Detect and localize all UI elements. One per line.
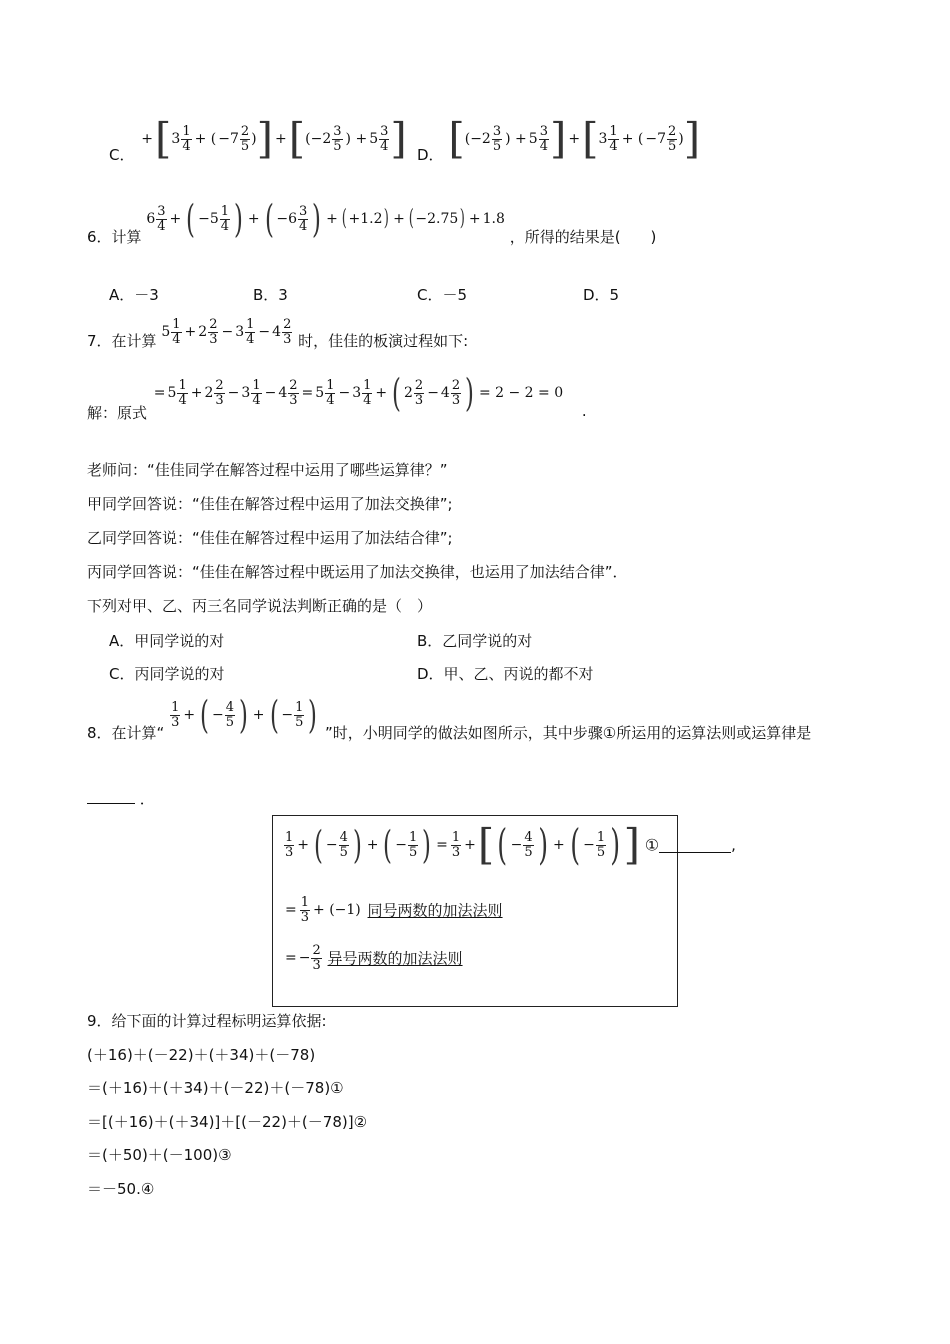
question-6 [87,197,657,247]
q7-prefix: 7．在计算 [87,332,157,350]
q8-suffix: ”时，小明同学的做法如图所示，其中步骤①所运用的运算法则或运算律是 [324,724,812,742]
q7-solution-end: . [581,402,587,420]
q8-step-3: = − $\frac{2}{3}$ 异号两数的加法法则 [285,943,463,973]
q8-step2-note: 同号两数的加法法则 [367,901,503,920]
question-7-stem [87,318,468,351]
q6-expression: 6 3 4 + ( −5 1 4 ) + ( −6 3 4 ) + ( +1.2 ) + ( −2.75 ) + 1.8 [146,197,505,241]
q5-option-c[interactable] [109,114,407,165]
q7-solution-expression: = 5 1 4 + 2 2 3 − 3 1 4 − 4 $\frac{2}{3}$ = 5 1 4 − 3 1 4 + ( 2 2 3 − 4 2 3 ) = 2 − 2 = 0 [153,371,564,415]
q6-option-d[interactable]: D．5 [583,286,620,304]
question-8-stem [87,693,812,743]
q6-option-a[interactable]: A．－3 [109,286,159,304]
q8-answer-blank[interactable] [87,788,155,809]
q7-suffix: 时，佳佳的板演过程如下: [298,332,469,350]
q6-option-b[interactable]: B．3 [253,286,288,304]
q6-prefix: 6．计算 [87,228,142,246]
q5-option-d-expression: [ ( −2 3 5 ) + 5 3 4 ] + [ 3 1 4 + ( −7 2 5 ) ] [448,114,701,163]
q8-step1-blank[interactable] [659,838,731,853]
q8-step1-mark: ① [644,835,660,855]
q7-jia-answer: 甲同学回答说：“佳佳在解答过程中运用了加法交换律”; [87,495,453,513]
q9-line-3: ＝(＋50)＋(－100)③ [87,1146,232,1164]
q8-step-1: 1 3 + ( − $\frac{4}{5}$ ) + ( − $\frac{1}{5}$ ) = $\frac{1}{3}$ + [ ( − $\frac{4}{5}$ ) + ( − $\frac{1}{5}$ ) ] ① , [285,820,736,869]
q8-step3-note: 异号两数的加法法则 [327,949,463,968]
q7-option-d[interactable]: D．甲、乙、丙说的都不对 [417,665,594,683]
q7-option-a[interactable]: A．甲同学说的对 [109,632,225,650]
q8-blank-end: ． [139,790,155,808]
q9-line-2: ＝[(＋16)＋(＋34)]＋[(－22)＋(－78)]② [87,1113,368,1131]
q6-option-c[interactable]: C．－5 [417,286,468,304]
q7-solution-label: 解：原式 [87,404,148,422]
q9-line-1: ＝(＋16)＋(＋34)＋(－22)＋(－78)① [87,1079,344,1097]
q8-expression: 1 3 + ( − $\frac{4}{5}$ ) + ( − $\frac{1}{5}$ ) [171,693,318,737]
q8-solution-figure [272,815,736,1007]
q7-option-c[interactable]: C．丙同学说的对 [109,665,225,683]
q9-line-4: ＝－50.④ [87,1180,155,1198]
q7-expression: 5 1 4 + 2 2 3 − 3 1 4 − 4 2 3 [161,317,292,347]
q9-title: 9．给下面的计算过程标明运算依据: [87,1012,327,1030]
q8-step-2: = $\frac{1}{3}$ + (−1) 同号两数的加法法则 [285,895,503,925]
q5-option-d-label: D． [417,146,444,164]
q7-option-b[interactable]: B．乙同学说的对 [417,632,533,650]
q7-bing-answer: 丙同学回答说：“佳佳在解答过程中既运用了加法交换律，也运用了加法结合律”． [87,563,628,581]
q6-suffix: ，所得的结果是( ) [509,228,657,246]
q5-option-c-expression: + [ 3 1 4 + ( −7 2 5 ) ] + [ ( −2 3 5 ) + 5 3 4 ] [141,114,407,163]
q7-question: 下列对甲、乙、丙三名同学说法判断正确的是（ ） [87,597,433,615]
q9-line-0: (＋16)＋(－22)＋(＋34)＋(－78) [87,1046,316,1064]
q7-solution [87,371,587,423]
q7-yi-answer: 乙同学回答说：“佳佳在解答过程中运用了加法结合律”; [87,529,453,547]
q7-teacher-question: 老师问：“佳佳同学在解答过程中运用了哪些运算律？” [87,461,448,479]
q5-option-d[interactable] [417,114,701,165]
q5-option-c-label: C． [109,146,135,164]
q8-prefix: 8．在计算“ [87,724,165,742]
q8-blank-line[interactable] [87,791,135,804]
